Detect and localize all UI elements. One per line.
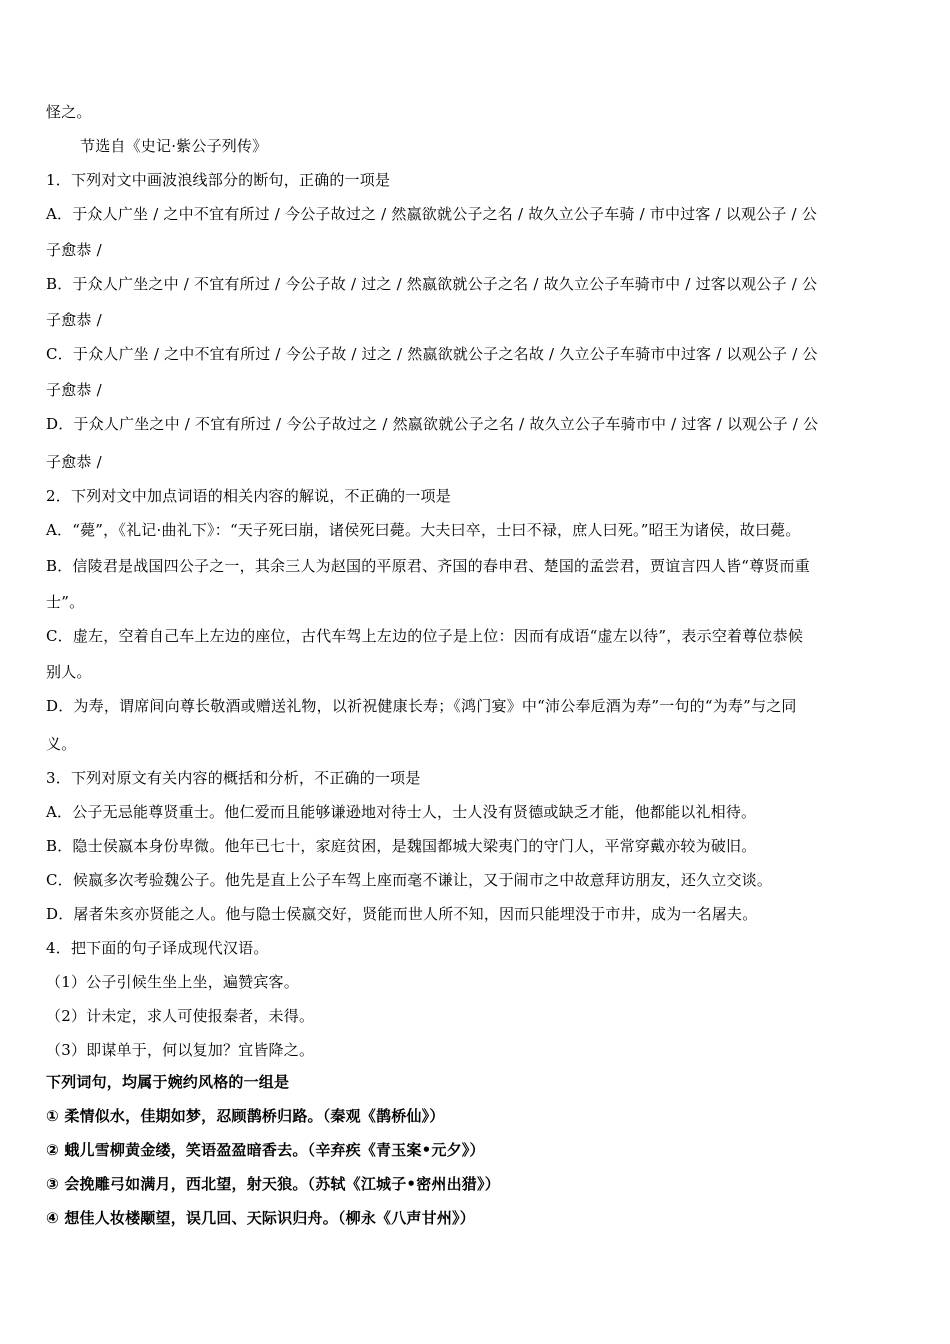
question-2: 2．下列对文中加点词语的相关内容的解说，不正确的一项是 (46, 487, 451, 505)
q1-option-b: B．于众人广坐之中 / 不宜有所过 / 今公子故 / 过之 / 然嬴欲就公子之名 / 故久立公子车骑市中 / 过客以观公子 / 公 (46, 275, 818, 293)
q5-item-2: ② 蛾儿雪柳黄金缕，笑语盈盈暗香去。（辛弃疾《青玉案•元夕》） (46, 1141, 485, 1159)
q5-item-4: ④ 想佳人妆楼颙望，误几回、天际识归舟。（柳永《八声甘州》） (46, 1209, 475, 1227)
question-1: 1．下列对文中画波浪线部分的断句，正确的一项是 (46, 171, 391, 189)
q2-option-c-cont: 别人。 (46, 663, 92, 681)
q1-option-c-cont: 子愈恭 / (46, 381, 102, 399)
q1-option-b-cont: 子愈恭 / (46, 311, 102, 329)
q4-item-2: （2）计未定，求人可使报秦者，未得。 (46, 1007, 315, 1025)
q2-option-b: B．信陵君是战国四公子之一，其余三人为赵国的平原君、齐国的春申君、楚国的孟尝君，贾谊言四人皆“尊贤而重 (46, 557, 810, 575)
q1-option-d-cont: 子愈恭 / (46, 453, 102, 471)
q5-item-1: ① 柔情似水，佳期如梦，忍顾鹊桥归路。（秦观《鹊桥仙》） (46, 1107, 445, 1125)
question-4: 4．把下面的句子译成现代汉语。 (46, 939, 269, 957)
question-3: 3．下列对原文有关内容的概括和分析，不正确的一项是 (46, 769, 421, 787)
q3-option-d: D．屠者朱亥亦贤能之人。他与隐士侯嬴交好，贤能而世人所不知，因而只能埋没于市井，成为一名屠夫。 (46, 905, 758, 923)
q4-item-3: （3）即谋单于，何以复加？宜皆降之。 (46, 1041, 315, 1059)
q2-option-a: A．“薨”，《礼记·曲礼下》：“天子死曰崩，诸侯死曰薨。大夫曰卒，士曰不禄，庶人曰死。”昭王为诸侯，故曰薨。 (46, 521, 801, 539)
q1-option-a: A．于众人广坐 / 之中不宜有所过 / 今公子故过之 / 然嬴欲就公子之名 / 故久立公子车骑 / 市中过客 / 以观公子 / 公 (46, 205, 817, 223)
text-line: 怪之。 (46, 103, 92, 121)
q1-option-d: D．于众人广坐之中 / 不宜有所过 / 今公子故过之 / 然嬴欲就公子之名 / 故久立公子车骑市中 / 过客 / 以观公子 / 公 (46, 415, 819, 433)
q4-item-1: （1）公子引候生坐上坐，遍赞宾客。 (46, 973, 299, 991)
q3-option-c: C．候嬴多次考验魏公子。他先是直上公子车驾上座而毫不谦让，又于闹市之中故意拜访朋友，还久立交谈。 (46, 871, 773, 889)
q1-option-c: C．于众人广坐 / 之中不宜有所过 / 今公子故 / 过之 / 然嬴欲就公子之名故 / 久立公子车骑市中过客 / 以观公子 / 公 (46, 345, 818, 363)
q5-item-3: ③ 会挽雕弓如满月，西北望，射天狼。（苏轼《江城子•密州出猎》） (46, 1175, 500, 1193)
q3-option-a: A．公子无忌能尊贤重士。他仁爱而且能够谦逊地对待士人，士人没有贤德或缺乏才能，他都能以礼相待。 (46, 803, 757, 821)
q1-option-a-cont: 子愈恭 / (46, 241, 102, 259)
source-citation: 节选自《史记·紫公子列传》 (80, 137, 268, 155)
question-5-stem: 下列词句，均属于婉约风格的一组是 (46, 1073, 290, 1091)
q2-option-c: C．虚左，空着自己车上左边的座位，古代车驾上左边的位子是上位：因而有成语“虚左以待”，表示空着尊位恭候 (46, 627, 804, 645)
q2-option-d: D．为寿，谓席间向尊长敬酒或赠送礼物，以祈祝健康长寿；《鸿门宴》中“沛公奉卮酒为寿”一句的“为寿”与之同 (46, 697, 797, 715)
q2-option-b-cont: 士”。 (46, 593, 85, 611)
q2-option-d-cont: 义。 (46, 735, 77, 753)
q3-option-b: B．隐士侯嬴本身份卑微。他年已七十，家庭贫困，是魏国都城大梁夷门的守门人，平常穿戴亦较为破旧。 (46, 837, 757, 855)
